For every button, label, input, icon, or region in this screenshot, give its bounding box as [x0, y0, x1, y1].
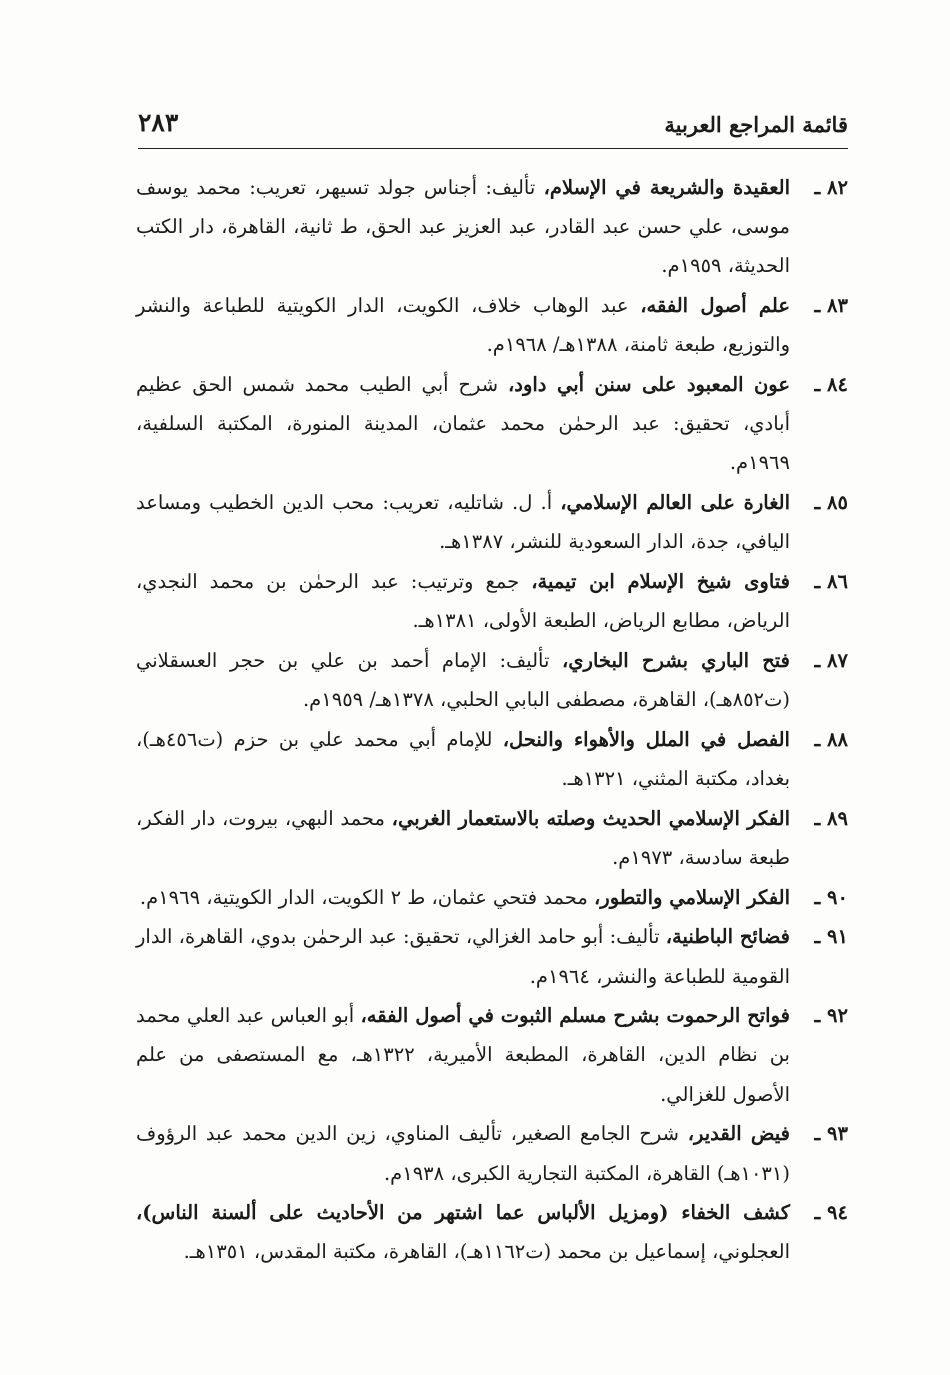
reference-entry-92 [136, 996, 848, 1114]
reference-entry-82 [136, 168, 848, 286]
entry-title: كشف الخفاء (ومزيل الألباس عما اشتهر من الأحاديث على ألسنة الناس)، [136, 1201, 790, 1225]
entry-title: الفكر الإسلامي الحديث وصلته بالاستعمار الغربي، [391, 806, 791, 830]
page-header [138, 104, 848, 149]
reference-entry-88 [136, 720, 848, 798]
entry-title: فتاوى شيخ الإسلام ابن تيمية، [531, 570, 790, 594]
reference-list [136, 168, 848, 1272]
entry-details: أبو العباس عبد العلي محمد بن نظام الدين، القاهرة، المطبعة الأميرية، ١٣٢٢هـ، مع المستصفى من علم الأصول للغزالي. [136, 1004, 790, 1106]
entry-details: تأليف: الإمام أحمد بن علي بن حجر العسقلاني (ت٨٥٢هـ)، القاهرة، مصطفى البابي الحلبي، ١٣٧٨هـ/ ١٩٥٩م. [136, 648, 790, 712]
entry-title: الفكر الإسلامي والتطور، [594, 885, 790, 909]
entry-number: ٩١ ـ [814, 925, 848, 949]
entry-title: الغارة على العالم الإسلامي، [560, 491, 790, 515]
reference-entry-84 [136, 365, 848, 483]
reference-entry-91 [136, 917, 848, 995]
entry-title: فواتح الرحموت بشرح مسلم الثبوت في أصول الفقه، [360, 1004, 790, 1028]
entry-details: العجلوني، إسماعيل بن محمد (ت١١٦٢هـ)، القاهرة، مكتبة المقدس، ١٣٥١هـ. [183, 1240, 790, 1264]
entry-details: جمع وترتيب: عبد الرحمٰن بن محمد النجدي، الرياض، مطابع الرياض، الطبعة الأولى، ١٣٨١هـ. [136, 570, 790, 633]
entry-number: ٨٣ ـ [814, 294, 848, 318]
reference-entry-87 [136, 641, 848, 719]
entry-title: العقيدة والشريعة في الإسلام، [543, 176, 790, 199]
reference-entry-94 [136, 1193, 848, 1271]
entry-title: فتح الباري بشرح البخاري، [561, 648, 790, 672]
entry-number: ٨٩ ـ [814, 806, 848, 830]
running-title: قائمة المراجع العربية [664, 112, 848, 137]
entry-details: للإمام أبي محمد علي بن حزم (ت٤٥٦هـ)، بغداد، مكتبة المثني، ١٣٢١هـ. [136, 727, 790, 791]
entry-title: علم أصول الفقه، [640, 294, 791, 318]
entry-number: ٩٢ ـ [814, 1004, 848, 1028]
reference-entry-90 [136, 878, 848, 917]
entry-number: ٨٧ ـ [814, 648, 848, 672]
entry-number: ٨٢ ـ [814, 176, 848, 199]
reference-entry-86 [136, 562, 848, 640]
entry-details: شرح الجامع الصغير، تأليف المناوي، زين الدين محمد عبد الرؤوف (١٠٣١هـ) القاهرة، المكتبة التجارية الكبرى، ١٩٣٨م. [136, 1122, 790, 1185]
entry-title: الفصل في الملل والأهواء والنحل، [502, 727, 790, 751]
entry-details: محمد فتحي عثمان، ط ٢ الكويت، الدار الكويتية، ١٩٦٩م. [139, 885, 595, 909]
reference-entry-93 [136, 1114, 848, 1192]
entry-number: ٨٤ ـ [814, 373, 848, 397]
reference-entry-85 [136, 483, 848, 561]
entry-number: ٩٠ ـ [814, 885, 848, 909]
entry-title: فضائح الباطنية، [665, 925, 791, 949]
entry-details: شرح أبي الطيب محمد شمس الحق عظيم أبادي، تحقيق: عبد الرحمٰن محمد عثمان، المدينة المنورة، المكتبة السلفية، ١٩٦٩م. [136, 373, 790, 475]
page-number: ٢٨٣ [138, 108, 179, 137]
entry-title: فيض القدير، [687, 1122, 790, 1146]
entry-details: أ. ل. شاتليه، تعريب: محب الدين الخطيب ومساعد اليافي، جدة، الدار السعودية للنشر، ١٣٨٧هـ. [136, 491, 790, 554]
entry-number: ٨٨ ـ [814, 727, 848, 751]
reference-entry-83 [136, 286, 848, 364]
entry-details: عبد الوهاب خلاف، الكويت، الدار الكويتية للطباعة والنشر والتوزيع، طبعة ثامنة، ١٣٨٨هـ/ ١٩٦٨م. [136, 294, 790, 357]
entry-number: ٨٦ ـ [814, 570, 848, 594]
entry-title: عون المعبود على سنن أبي داود، [507, 373, 790, 397]
entry-number: ٩٤ ـ [814, 1201, 848, 1225]
entry-details: تأليف: أبو حامد الغزالي، تحقيق: عبد الرحمٰن بدوي، القاهرة، الدار القومية للطباعة والنشر، ١٩٦٤م. [136, 925, 790, 988]
entry-number: ٨٥ ـ [814, 491, 848, 515]
entry-details: تأليف: أجناس جولد تسيهر، تعريب: محمد يوسف موسى، علي حسن عبد القادر، عبد العزيز عبد الحق، ط ثانية، القاهرة، دار الكتب الحديثة، ١٩٥٩م. [136, 176, 790, 278]
reference-entry-89 [136, 799, 848, 877]
entry-details: محمد البهي، بيروت، دار الفكر، طبعة سادسة، ١٩٧٣م. [136, 806, 790, 869]
entry-number: ٩٣ ـ [814, 1122, 848, 1146]
